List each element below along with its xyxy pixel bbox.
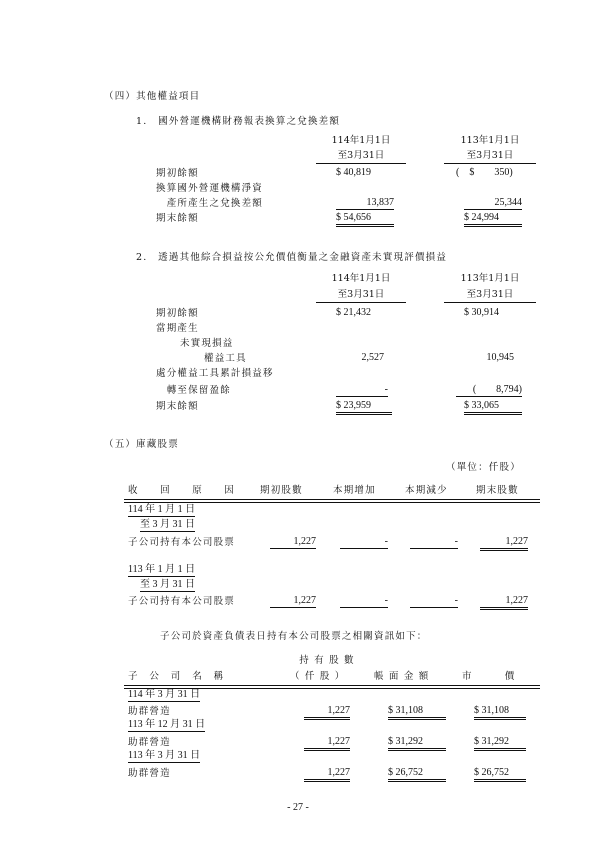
item1-row-value-c2: $ 24,994 [464,213,522,227]
treasury-close-value: 1,227 [480,537,528,551]
period-date-end: 至 3 月 31 日 [140,519,195,530]
item2-row-value-c1: $ 21,432 [336,307,371,318]
item1-row-value-c1: $ 40,819 [336,167,371,178]
treasury-decrease-value: - [410,537,458,549]
sub-row-date: 114 年 3 月 31 日 [128,689,201,700]
item1-col2-header-line1: 113年1月1日 [460,135,520,146]
table-header-opening-shares: 期初股數 [260,485,303,496]
item2-row-label: 未實現損益 [180,338,234,349]
item1-row-value-c2: 25,344 [464,198,522,210]
sub-row-shares: 1,227 [304,706,350,720]
sub-row-market: $ 31,292 [474,737,526,751]
item1-row-label: 期末餘額 [156,213,199,224]
section-5-title: （五）庫藏股票 [104,439,179,450]
period-date-end: 至 3 月 31 日 [140,579,195,590]
item-1-title: 1. 國外營運機構財務報表換算之兌換差額 [136,116,341,127]
sub-row-company: 助群營造 [128,706,171,717]
treasury-row-label: 子公司持有本公司股票 [128,537,236,548]
table-header-rule [124,499,540,503]
treasury-row-label: 子公司持有本公司股票 [128,596,236,607]
section-4-title: （四）其他權益項目 [104,91,201,102]
table-header-decrease: 本期減少 [405,485,448,496]
unit-note: （單位：仟股） [446,462,521,473]
sub-row-shares: 1,227 [304,737,350,751]
table-header-closing-shares: 期末股數 [476,485,519,496]
period-date-start: 114 年 1 月 1 日 [128,504,196,515]
item-2-title: 2. 透過其他綜合損益按公允價值衡量之金融資產未實現評價損益 [136,252,448,263]
sub-row-market: $ 26,752 [474,768,526,782]
item1-row-value-c1: $ 54,656 [336,213,394,227]
period-date-start: 113 年 1 月 1 日 [128,564,196,575]
item2-row-label: 轉至保留盈餘 [156,385,231,396]
sub-header-market-price: 市 價 [462,671,516,682]
sub-row-company: 助群營造 [128,737,171,748]
treasury-increase-value: - [340,596,388,608]
item1-row-label: 產所產生之兌換差額 [156,198,264,209]
treasury-open-value: 1,227 [270,596,316,608]
sub-header-shares-bottom: （ 仟 股 ） [290,671,346,682]
sub-row-date: 113 年 3 月 31 日 [128,750,201,761]
treasury-increase-value: - [340,537,388,549]
item2-row-value-c1: - [336,385,388,397]
item2-row-value-c2: 10,945 [486,352,514,363]
item2-row-label: 處分權益工具累計損益移 [156,368,274,379]
item2-col2-header-line1: 113年1月1日 [460,273,520,284]
item2-row-value-c1: 2,527 [361,352,384,363]
table-header-increase: 本期增加 [333,485,376,496]
sub-row-market: $ 31,108 [474,706,526,720]
item1-col2-header-line2: 至3月31日 [444,151,536,164]
sub-row-book: $ 26,752 [388,768,446,782]
treasury-close-value: 1,227 [480,596,528,610]
item2-row-value-c2: ( 8,794) [456,385,522,397]
table-header-reason: 收 回 原 因 [128,485,236,496]
item1-col1-header-line2: 至3月31日 [316,151,406,164]
sub-header-book-value: 帳 面 金 額 [374,671,430,682]
sub-row-book: $ 31,292 [388,737,446,751]
item2-row-label: 當期產生 [156,323,199,334]
item2-col2-header-line2: 至3月31日 [444,290,536,303]
treasury-open-value: 1,227 [270,537,316,549]
subsidiary-intro: 子公司於資產負債表日持有本公司股票之相關資訊如下： [160,631,428,642]
item2-row-label: 期末餘額 [156,401,199,412]
item2-col1-header-line2: 至3月31日 [316,290,406,303]
treasury-decrease-value: - [410,596,458,608]
item1-row-label: 換算國外營運機構淨資 [156,183,264,194]
item2-col1-header-line1: 114年1月1日 [331,273,391,284]
sub-header-company: 子 公 司 名 稱 [128,671,225,682]
sub-header-shares-top: 持 有 股 數 [299,655,355,666]
item1-row-value-c1: 13,837 [336,198,394,210]
item2-row-value-c2: $ 33,065 [464,401,522,415]
item2-row-value-c2: $ 30,914 [464,307,499,318]
item2-row-value-c1: $ 23,959 [336,401,392,415]
item2-row-label: 期初餘額 [156,308,199,319]
sub-row-date: 113 年 12 月 31 日 [128,719,206,730]
page-number: - 27 - [287,802,309,813]
item1-row-label: 期初餘額 [156,168,199,179]
sub-row-book: $ 31,108 [388,706,446,720]
sub-row-shares: 1,227 [304,768,350,782]
item1-row-value-c2: ( $ 350) [456,167,513,178]
sub-row-company: 助群營造 [128,768,171,779]
item2-row-label: 權益工具 [204,353,247,364]
item1-col1-header-line1: 114年1月1日 [331,135,391,146]
